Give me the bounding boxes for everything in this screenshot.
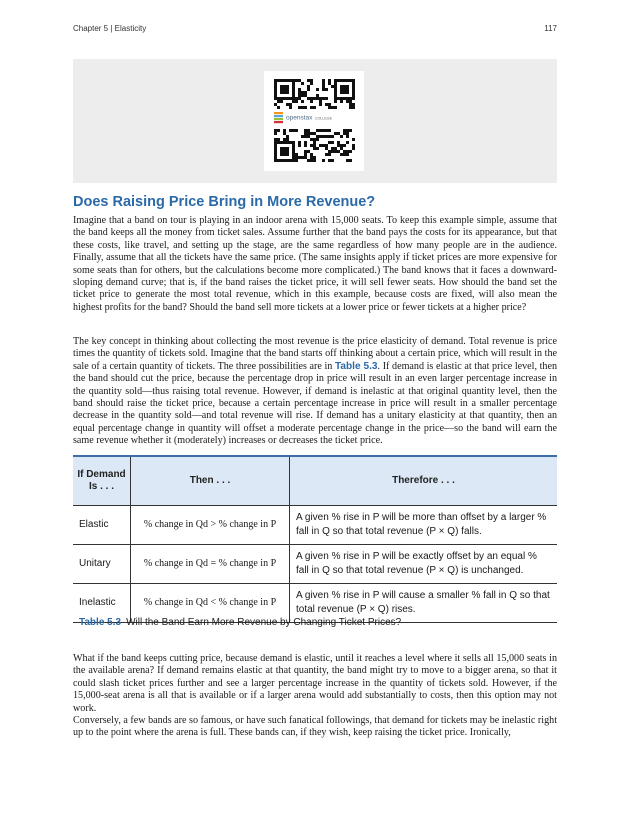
- table-caption-text: Will the Band Earn More Revenue by Changing Ticket Prices?: [126, 617, 402, 628]
- paragraph-famous-bands: Conversely, a few bands are so famous, or have such fanatical followings, that demand for tickets may be inelastic right up to the point where the arena is full. These bands can, if they wish, keep raising the ticket price. Ironically,: [73, 715, 557, 739]
- table-cell: % change in Qd > % change in P: [131, 506, 290, 545]
- table-cell: Elastic: [73, 506, 131, 545]
- paragraph-band-example: Imagine that a band on tour is playing in an indoor arena with 15,000 seats. To keep this example simple, assume that the band keeps all the money from ticket sales. Assume further that the band pays the costs for its appearance, but that these costs, like travel, and setting up the stage, are the same regardless of how many people are in the audience. Finally, assume that all the tickets have the same price. (The same insights apply if ticket prices are more expensive for some seats than for others, but the calculations become more complicated.) The band knows that it faces a downward-sloping demand curve; that is, if the band raises the ticket price, it will sell fewer seats. How should the band set the ticket price to generate the most total revenue, which in this example, because costs are fixed, will also mean the highest profits for the band? Should the band sell more tickets at a lower price or fewer tickets at a higher price?: [73, 215, 557, 313]
- table-row-unitary: [73, 545, 557, 584]
- table-cell: A given % rise in P will be exactly offset by an equal % fall in Q so that total revenue (P × Q) is unchanged.: [290, 545, 558, 584]
- elasticity-revenue-table: [73, 455, 557, 623]
- qr-code-panel: [73, 59, 557, 183]
- table-cell: A given % rise in P will cause a smaller % fall in Q so that total revenue (P × Q) rises.: [290, 584, 558, 623]
- table-cell: % change in Qd < % change in P: [131, 584, 290, 623]
- openstax-logo-text: openstax: [286, 114, 313, 122]
- table-header-row: [73, 456, 557, 506]
- table-row-elastic: [73, 506, 557, 545]
- section-title: Does Raising Price Bring in More Revenue?: [73, 194, 376, 210]
- paragraph-cutting-price: What if the band keeps cutting price, because demand is elastic, until it reaches a level where it sells all 15,000 seats in the available arena? If demand remains elastic at that quantity, the band might try to move to a bigger arena, so that it could slash ticket prices further and see a larger percentage increase in the quantity of tickets sold. However, if the 15,000-seat arena is all that is available or if a larger arena would add substantially to costs, then this option may not work.: [73, 653, 557, 714]
- chapter-label: Chapter 5 | Elasticity: [73, 24, 147, 33]
- paragraph-key-concept: [73, 336, 557, 448]
- qr-code[interactable]: [264, 71, 364, 171]
- table-cell: A given % rise in P will be more than offset by a larger % fall in Q so that total revenue (P × Q) falls.: [290, 506, 558, 545]
- table-caption: [79, 617, 401, 628]
- table-reference-link[interactable]: Table 5.3: [334, 360, 378, 372]
- table-cell: % change in Qd = % change in P: [131, 545, 290, 584]
- table-caption-label: Table 5.3: [79, 617, 122, 628]
- paragraph-text: . If demand is elastic at that price level, then the band should cut the price, because the percentage drop in price will result in an even larger percentage increase in the quantity sold—thus raising total revenue. However, if demand is inelastic at that original quantity level, then the band should raise the ticket price, because a certain percentage increase in price will result in a smaller percentage decrease in the quantity sold—and total revenue will rise. If demand has a unitary elasticity at that quantity, then an equal percentage change in quantity will offset a moderate percentage change in the price—so the band will earn the same revenue whether it (moderately) increases or decreases the ticket price.: [73, 360, 557, 447]
- column-header-therefore: Therefore . . .: [290, 456, 558, 506]
- table-cell: Inelastic: [73, 584, 131, 623]
- page-number: 117: [544, 24, 557, 33]
- qr-code-icon: [264, 71, 364, 171]
- openstax-logo-subtext: COLLEGE: [315, 116, 332, 121]
- paragraph-text: The key concept in thinking about collecting the most revenue is the price elasticity of demand. Total revenue is price times the quantity of tickets sold. Imagine that the band starts off thinking about a certain price, which will result in the sale of a certain quantity of tickets. The three possibilities are in: [73, 336, 557, 372]
- page-header: [73, 24, 557, 38]
- column-header-then: Then . . .: [131, 456, 290, 506]
- column-header-demand: If Demand Is . . .: [73, 456, 131, 506]
- table-cell: Unitary: [73, 545, 131, 584]
